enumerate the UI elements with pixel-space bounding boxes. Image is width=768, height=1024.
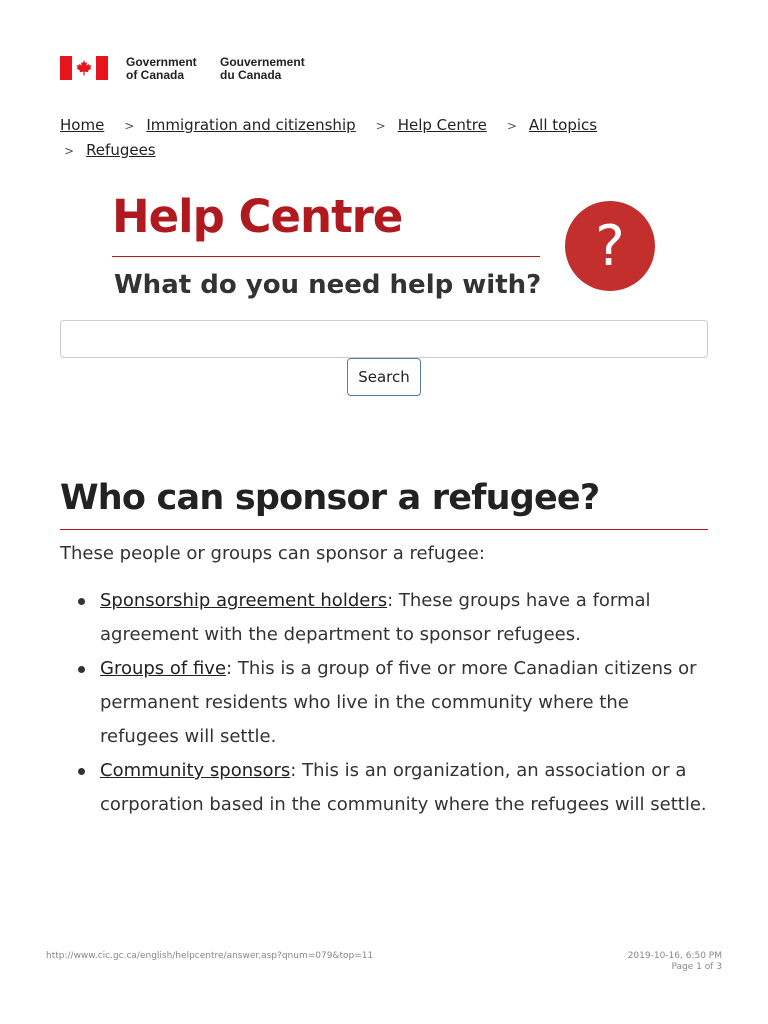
breadcrumb-separator: >	[506, 119, 517, 133]
list-item	[60, 652, 710, 754]
search-button[interactable]: Search	[347, 358, 421, 396]
help-centre-title: Help Centre	[112, 190, 403, 243]
government-of-canada-signature[interactable]	[60, 56, 320, 82]
breadcrumb-row	[60, 113, 720, 138]
bullet-icon	[78, 768, 85, 775]
breadcrumb-help-centre-link[interactable]: Help Centre	[397, 116, 487, 134]
help-centre-subtitle: What do you need help with?	[114, 270, 542, 300]
bullet-icon	[78, 666, 85, 673]
footer-print-info	[628, 951, 722, 973]
breadcrumb-separator: >	[64, 144, 75, 158]
bullet-icon	[78, 598, 85, 605]
article-intro: These people or groups can sponsor a refugee:	[60, 543, 485, 564]
canada-flag-icon	[60, 56, 108, 80]
article-heading-divider	[60, 529, 708, 530]
list-item-text: : These groups have a formal agreement with the department to sponsor refugees.	[100, 590, 651, 645]
breadcrumb-immigration-link[interactable]: Immigration and citizenship	[146, 116, 356, 134]
government-wordmark	[126, 56, 320, 82]
search-input[interactable]	[60, 320, 708, 358]
sponsorship-agreement-holders-link[interactable]: Sponsorship agreement holders	[100, 590, 388, 611]
question-mark-icon: ?	[565, 201, 655, 291]
sponsor-types-list	[60, 584, 710, 822]
footer-page-number: Page 1 of 3	[671, 962, 722, 972]
list-item	[60, 754, 710, 822]
help-centre-divider	[112, 256, 540, 257]
list-item	[60, 584, 710, 652]
breadcrumb	[60, 113, 720, 163]
breadcrumb-separator: >	[375, 119, 386, 133]
wordmark-french	[220, 56, 320, 82]
breadcrumb-separator: >	[124, 119, 135, 133]
article-heading: Who can sponsor a refugee?	[60, 478, 600, 518]
groups-of-five-link[interactable]: Groups of five	[100, 658, 227, 679]
breadcrumb-all-topics-link[interactable]: All topics	[528, 116, 598, 134]
breadcrumb-refugees-link[interactable]: Refugees	[86, 141, 156, 159]
wordmark-en-line2: of Canada	[126, 68, 185, 82]
breadcrumb-row	[60, 138, 720, 163]
wordmark-en-line1: Government	[126, 55, 197, 69]
list-item-text: : This is an organization, an association or a corporation based in the community where the refugees will settle.	[100, 760, 707, 815]
breadcrumb-home-link[interactable]: Home	[60, 116, 105, 134]
wordmark-fr-line1: Gouvernement	[220, 55, 305, 69]
list-item-text: : This is a group of five or more Canadian citizens or permanent residents who live in the community where the refugees will settle.	[100, 658, 697, 747]
wordmark-fr-line2: du Canada	[220, 68, 282, 82]
footer-timestamp: 2019-10-16, 6:50 PM	[627, 951, 722, 961]
community-sponsors-link[interactable]: Community sponsors	[100, 760, 291, 781]
wordmark-english	[126, 56, 220, 82]
footer-page-url: http://www.cic.gc.ca/english/helpcentre/answer.asp?qnum=079&top=11	[46, 951, 374, 961]
